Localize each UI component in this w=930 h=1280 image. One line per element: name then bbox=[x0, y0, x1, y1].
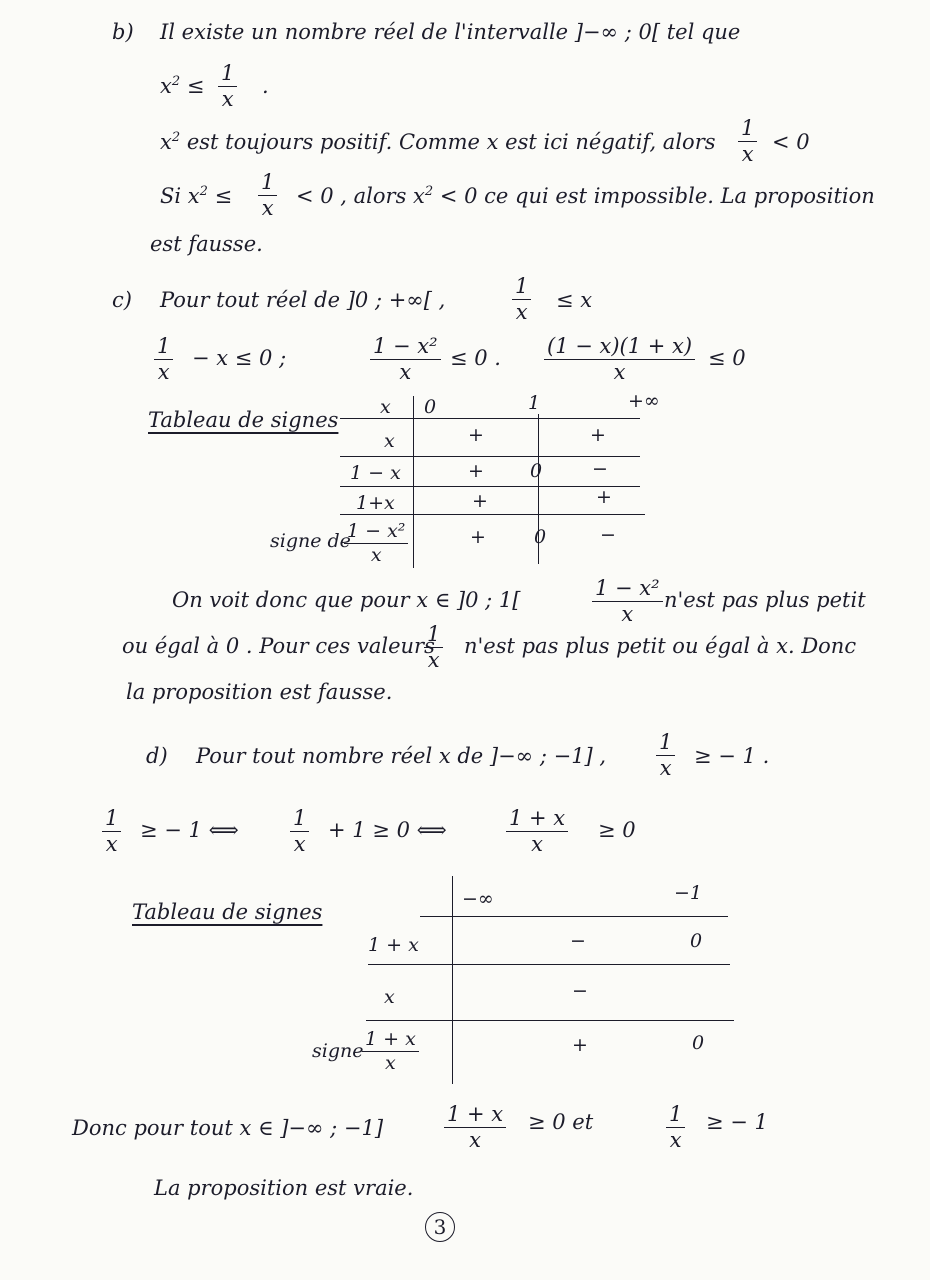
part-b-line3-fraction: 1 x bbox=[738, 118, 757, 165]
sign-table-d-rule bbox=[420, 916, 728, 917]
part-d-eq-b-rest: + 1 ≥ 0 ⟺ bbox=[328, 818, 447, 842]
page-number: 3 bbox=[425, 1212, 455, 1242]
part-b-ineq-left: $x^2$ ≤ bbox=[160, 74, 205, 98]
sign-table-d-cell: − bbox=[570, 930, 586, 952]
sign-table-c-head-inf: +∞ bbox=[628, 390, 660, 412]
part-d-eq-c-rest: ≥ 0 bbox=[598, 818, 636, 842]
sign-table-c-cell: − bbox=[600, 524, 616, 546]
part-c-statement: Pour tout réel de ]0 ; +∞[ , bbox=[160, 288, 446, 312]
part-c-conclusion-2b: n'est pas plus petit ou égal à x. Donc bbox=[464, 634, 857, 658]
sign-table-d-axis bbox=[452, 876, 453, 1084]
part-c-conclusion-2: ou égal à 0 . Pour ces valeurs bbox=[122, 634, 435, 658]
part-c-eq1-fraction: 1 x bbox=[154, 336, 173, 383]
sign-table-d-row-label: x bbox=[384, 986, 395, 1008]
part-d-statement: Pour tout nombre réel x de ]−∞ ; −1] , bbox=[196, 744, 607, 768]
sign-table-d-cell: − bbox=[572, 980, 588, 1002]
part-d-eq-a-rest: ≥ − 1 ⟺ bbox=[140, 818, 239, 842]
sign-table-d-cell: + bbox=[572, 1034, 588, 1056]
part-d-conclusion-fraction: 1 + x x bbox=[444, 1104, 506, 1151]
part-d-conclusion-2: La proposition est vraie. bbox=[154, 1176, 414, 1200]
sign-table-c-cell: 0 bbox=[534, 526, 547, 548]
part-d-conclusion-fraction-2: 1 x bbox=[666, 1104, 685, 1151]
part-d-conclusion-1c: ≥ − 1 bbox=[706, 1110, 768, 1134]
sign-table-c-cell: + bbox=[596, 486, 612, 508]
part-d-eq-b-fraction: 1 x bbox=[290, 808, 309, 855]
sign-table-d-row-fraction: 1 + x x bbox=[362, 1030, 419, 1073]
part-b-conclusion: est fausse. bbox=[150, 232, 263, 256]
sign-table-c-head-0: 0 bbox=[424, 396, 437, 418]
part-c-eq2-fraction: 1 − x² x bbox=[370, 336, 441, 383]
part-b-ineq-fraction: 1 x bbox=[218, 63, 237, 110]
part-c-eq2-rest: ≤ 0 . bbox=[450, 346, 501, 370]
part-c-statement-fraction: 1 x bbox=[512, 276, 531, 323]
sign-table-d-head-start: −∞ bbox=[462, 888, 494, 910]
part-c-statement-end: ≤ x bbox=[556, 288, 593, 312]
part-d-statement-fraction: 1 x bbox=[656, 732, 675, 779]
sign-table-c-rule bbox=[340, 418, 640, 419]
sign-table-c-head-var: x bbox=[380, 396, 391, 418]
part-c-eq3-fraction: (1 − x)(1 + x) x bbox=[544, 336, 695, 383]
sign-table-c-cell: − bbox=[592, 458, 608, 480]
sign-table-c-row-fraction: 1 − x² x bbox=[344, 522, 408, 565]
part-c-eq3-rest: ≤ 0 bbox=[708, 346, 746, 370]
part-d-statement-end: ≥ − 1 . bbox=[694, 744, 770, 768]
sign-table-c-row-label: 1 − x bbox=[350, 462, 401, 484]
part-b-statement: Il existe un nombre réel de l'intervalle ]−∞ ; 0[ tel que bbox=[160, 20, 741, 44]
sign-table-c-cell: + bbox=[468, 460, 484, 482]
part-c-conclusion-1b: n'est pas plus petit bbox=[664, 588, 866, 612]
part-c-table-title: Tableau de signes bbox=[148, 408, 339, 432]
sign-table-d-cell: 0 bbox=[690, 930, 703, 952]
sign-table-c-cell: + bbox=[472, 490, 488, 512]
part-b-line4c: < 0 , alors $x^2 < 0$ ce qui est impossible. La proposition bbox=[296, 184, 875, 208]
sign-table-d-head-end: −1 bbox=[674, 882, 703, 904]
part-c-conclusion-1: On voit donc que pour x ∈ ]0 ; 1[ bbox=[172, 588, 521, 612]
part-b-line4-fraction: 1 x bbox=[258, 172, 277, 219]
part-d-eq-c-fraction: 1 + x x bbox=[506, 808, 568, 855]
part-b-ineq-end: . bbox=[262, 74, 269, 98]
sign-table-c-rule bbox=[340, 514, 645, 515]
part-b-line3: $x^2$ est toujours positif. Comme x est ici négatif, alors bbox=[160, 130, 716, 154]
part-d-conclusion-1: Donc pour tout x ∈ ]−∞ ; −1] bbox=[72, 1116, 384, 1140]
part-c-eq1-rest: − x ≤ 0 ; bbox=[192, 346, 287, 370]
sign-table-d-rule bbox=[366, 1020, 734, 1021]
sign-table-d-rule bbox=[368, 964, 730, 965]
part-b-line3-end: < 0 bbox=[772, 130, 810, 154]
sign-table-c-cell: + bbox=[590, 424, 606, 446]
part-d-conclusion-1b: ≥ 0 et bbox=[528, 1110, 594, 1134]
sign-table-c-row-label: signe de bbox=[270, 530, 351, 552]
part-b-label: b) bbox=[112, 20, 134, 44]
part-c-conclusion-fraction: 1 − x² x bbox=[592, 578, 663, 625]
part-d-label: d) bbox=[146, 744, 168, 768]
sign-table-d-cell: 0 bbox=[692, 1032, 705, 1054]
sign-table-c-cell: + bbox=[468, 424, 484, 446]
sign-table-c-cell: 0 bbox=[530, 460, 543, 482]
part-d-eq-a-fraction: 1 x bbox=[102, 808, 121, 855]
sign-table-c-rule bbox=[340, 486, 640, 487]
part-b-line4a: Si $x^2$ ≤ bbox=[160, 184, 233, 208]
sign-table-c-axis bbox=[413, 396, 414, 568]
sign-table-d-row-label: 1 + x bbox=[368, 934, 419, 956]
sign-table-c-head-1: 1 bbox=[528, 392, 541, 414]
sign-table-c-cell: + bbox=[470, 526, 486, 548]
part-c-label: c) bbox=[112, 288, 132, 312]
part-c-conclusion-3: la proposition est fausse. bbox=[126, 680, 393, 704]
part-d-table-title: Tableau de signes bbox=[132, 900, 323, 924]
sign-table-d-row-label: signe bbox=[312, 1040, 364, 1062]
sign-table-c-row-label: x bbox=[384, 430, 395, 452]
sign-table-c-row-label: 1+x bbox=[356, 492, 395, 514]
part-c-conclusion-2-fraction: 1 x bbox=[424, 624, 443, 671]
sign-table-c-rule bbox=[340, 456, 640, 457]
